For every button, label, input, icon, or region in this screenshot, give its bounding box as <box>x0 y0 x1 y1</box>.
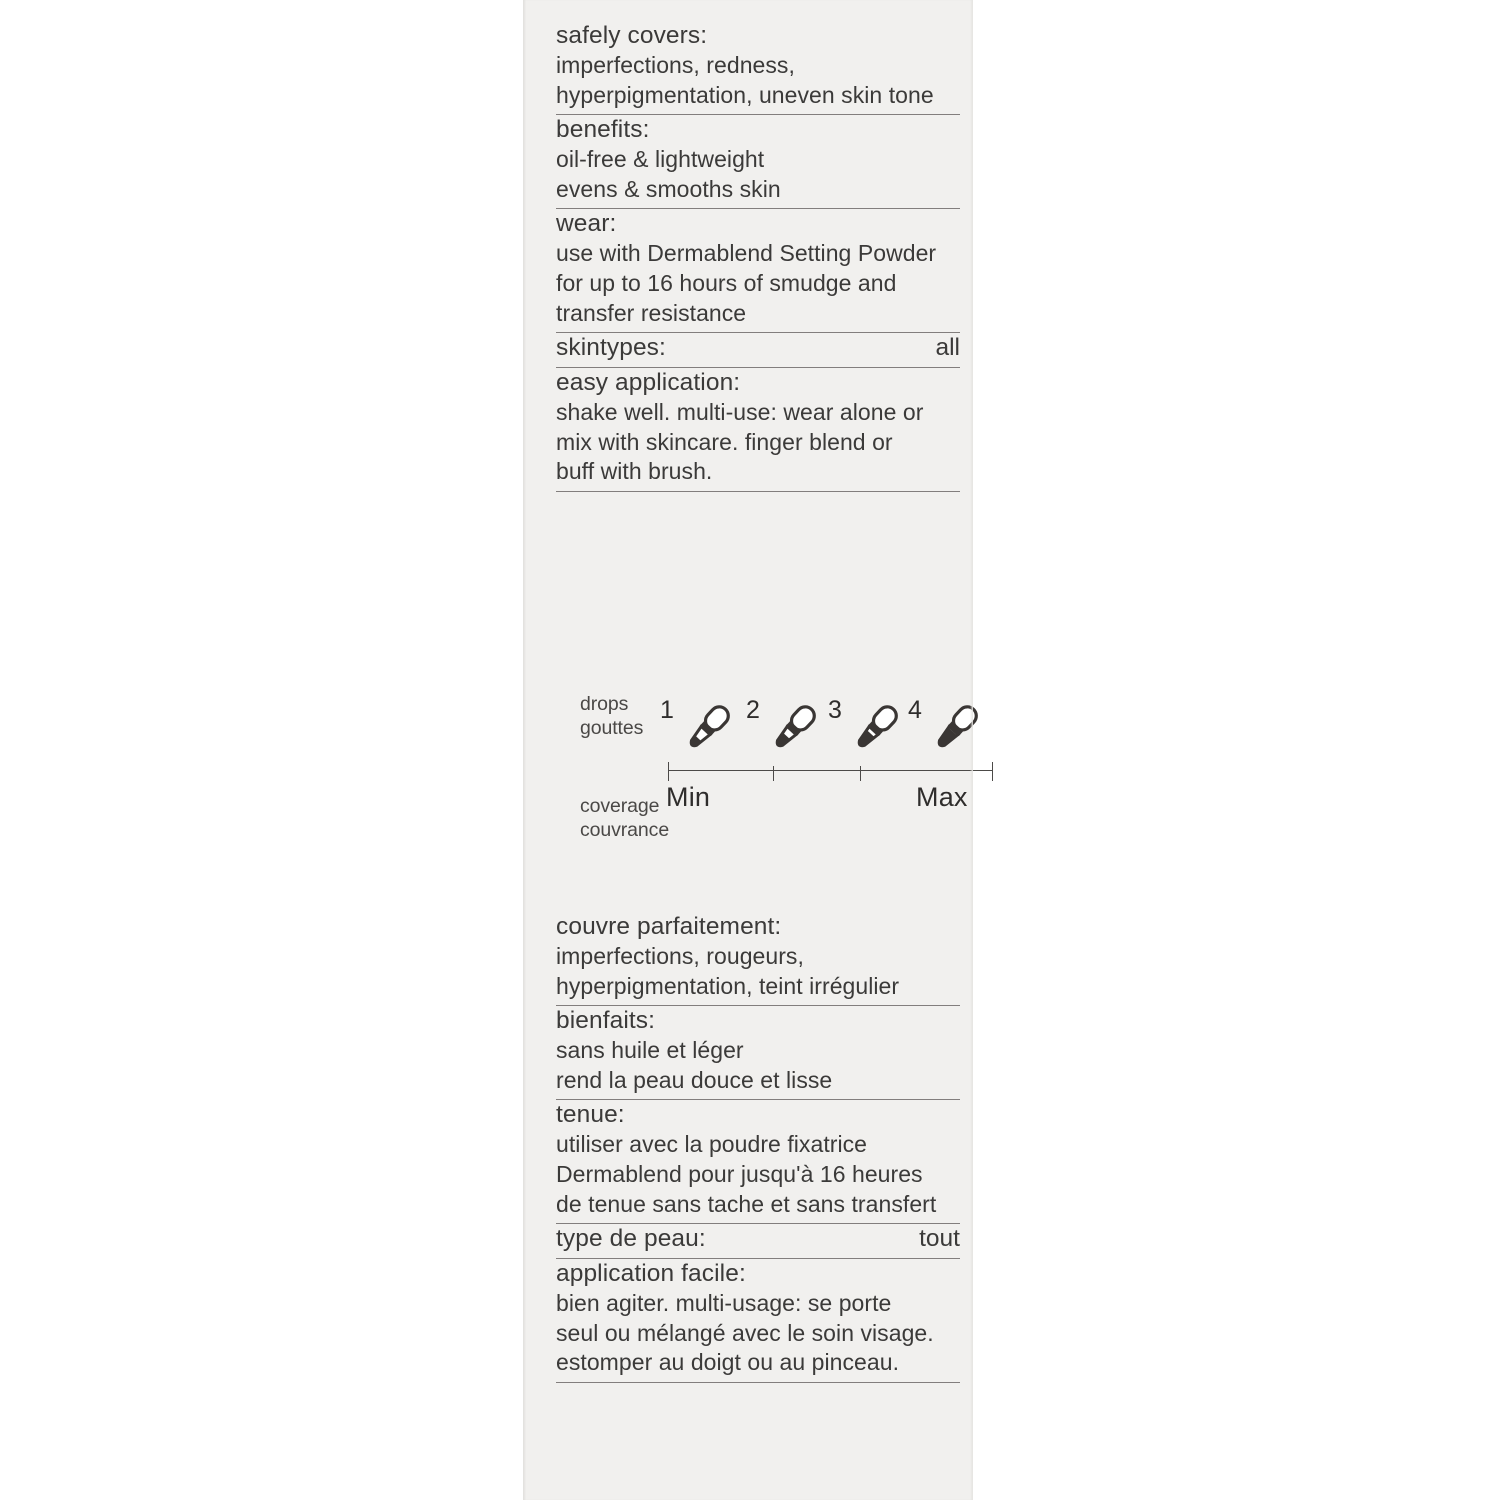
section-line: hyperpigmentation, uneven skin tone <box>556 81 934 108</box>
section-heading: tenue: <box>556 1101 625 1129</box>
section-line: estomper au doigt ou au pinceau. <box>556 1349 900 1376</box>
axis-line <box>668 770 993 771</box>
section-heading: skintypes: <box>556 334 666 362</box>
coverage-label-fr: couvrance <box>580 819 670 841</box>
section-type-de-peau <box>556 1224 960 1258</box>
dropper-icon <box>925 700 985 758</box>
section-line: rend la peau douce et lisse <box>556 1066 833 1093</box>
dropper-icon <box>763 700 823 758</box>
drops-label-en: drops <box>580 693 629 715</box>
type-de-peau-row <box>556 1224 960 1254</box>
section-divider <box>556 332 960 333</box>
section-divider <box>556 367 960 368</box>
dropper-step-1 <box>660 698 738 760</box>
dropper-number: 3 <box>828 696 842 724</box>
section-divider <box>556 1005 960 1006</box>
section-heading: easy application: <box>556 369 741 397</box>
section-line: bien agiter. multi-usage: se porte <box>556 1290 892 1317</box>
section-line: mix with skincare. finger blend or <box>556 428 893 455</box>
coverage-scale-figure <box>556 686 996 846</box>
dropper-number: 2 <box>746 696 760 724</box>
section-divider <box>556 1258 960 1259</box>
type-de-peau-value: tout <box>919 1225 960 1253</box>
axis-min-label: Min <box>666 782 711 812</box>
section-line: oil-free & lightweight <box>556 146 765 173</box>
section-line: evens & smooths skin <box>556 175 781 202</box>
section-line: for up to 16 hours of smudge and <box>556 269 897 296</box>
section-divider <box>556 1099 960 1100</box>
section-line: utiliser avec la poudre fixatrice <box>556 1131 868 1158</box>
skintypes-row <box>556 333 960 363</box>
coverage-label-en: coverage <box>580 795 660 817</box>
section-line: shake well. multi-use: wear alone or <box>556 399 924 426</box>
section-tenue <box>556 1100 960 1223</box>
section-couvre-parfaitement <box>556 912 960 1005</box>
section-line: seul ou mélangé avec le soin visage. <box>556 1319 934 1346</box>
drops-label-fr: gouttes <box>580 717 644 739</box>
section-heading: safely covers: <box>556 22 708 49</box>
product-carton-panel <box>523 0 973 1500</box>
section-wear <box>556 209 960 332</box>
section-heading: bienfaits: <box>556 1007 656 1035</box>
section-line: sans huile et léger <box>556 1037 744 1064</box>
section-divider <box>556 1382 960 1383</box>
skintypes-value: all <box>935 334 960 362</box>
section-bienfaits <box>556 1006 960 1099</box>
coverage-label <box>580 794 669 842</box>
section-heading: application facile: <box>556 1260 746 1288</box>
section-line: Dermablend pour jusqu'à 16 heures <box>556 1160 923 1187</box>
section-line: buff with brush. <box>556 458 713 485</box>
section-heading: type de peau: <box>556 1225 706 1253</box>
section-benefits <box>556 115 960 208</box>
section-line: imperfections, redness, <box>556 52 795 78</box>
axis-tick-start <box>668 762 669 781</box>
panel-content <box>556 0 968 1500</box>
axis-max-label: Max <box>916 782 968 812</box>
section-line: imperfections, rougeurs, <box>556 942 804 969</box>
section-line: de tenue sans tache et sans transfert <box>556 1190 937 1217</box>
section-safely-covers <box>556 21 960 114</box>
dropper-icon <box>677 700 737 758</box>
section-divider <box>556 491 960 492</box>
section-heading: benefits: <box>556 116 650 144</box>
drops-label <box>580 692 643 740</box>
dropper-step-4 <box>908 698 986 760</box>
dropper-number: 4 <box>908 696 922 724</box>
section-line: use with Dermablend Setting Powder <box>556 240 937 267</box>
section-heading: wear: <box>556 210 617 238</box>
section-heading: couvre parfaitement: <box>556 912 782 940</box>
dropper-number: 1 <box>660 696 674 724</box>
section-line: hyperpigmentation, teint irrégulier <box>556 972 900 999</box>
section-divider <box>556 114 960 115</box>
section-divider <box>556 208 960 209</box>
section-skintypes <box>556 333 960 367</box>
section-divider <box>556 1223 960 1224</box>
axis-tick-1 <box>773 766 774 781</box>
dropper-icon <box>845 700 905 758</box>
top-spacer <box>556 0 960 21</box>
section-application-facile <box>556 1259 960 1382</box>
section-easy-application <box>556 368 960 491</box>
section-line: transfer resistance <box>556 299 747 326</box>
dropper-step-3 <box>828 698 906 760</box>
axis-tick-end <box>992 762 993 781</box>
axis-tick-2 <box>860 766 861 781</box>
dropper-step-2 <box>746 698 824 760</box>
